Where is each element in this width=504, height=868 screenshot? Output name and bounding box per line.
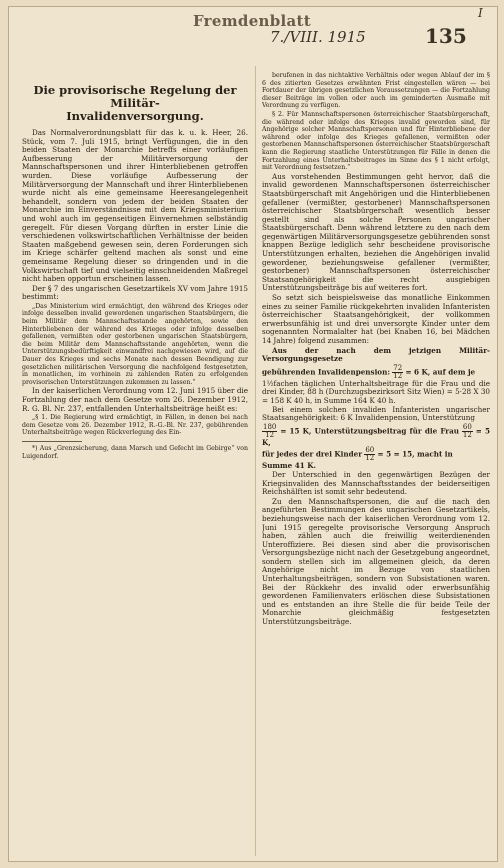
calc-line xyxy=(262,447,490,462)
paragraph: Der § 7 des ungarischen Gesetzartikels XV vom Jahre 1915 bestimmt: xyxy=(22,283,248,302)
title-line-2: Invalidenversorgung. xyxy=(66,109,204,123)
calc-line: Summe 41 K. xyxy=(262,461,316,471)
title-line-1: Die provisorische Regelung der Militär- xyxy=(33,83,237,110)
calc-result: = 15 K, Unterstützungsbeitrag für die Frau xyxy=(280,426,459,436)
quote-paragraph: berufenen in das nichtaktive Verhältnis oder wegen Ablauf der im § 6 des zitierten Gesetzes erwähnten Frist eingestellen wären — bei Fortdauer der übrigen gesetzlichen Voraussetzungen — die Fortzahlung dieser Beiträge im vollen oder auch im geminderten Ausmaße mit Verordnung zu verfügen. xyxy=(262,72,490,110)
quote-paragraph: „§ 1. Die Regierung wird ermächtigt, in Fällen, in denen bei nach dem Gesetze vom 26. Dezember 1912, R.-G.-Bl. Nr. 237, gebührenden Unterhaltsbeiträge wegen Rückverlegung des Ein- xyxy=(22,414,248,437)
calc-line: Bei einem solchen invaliden Infanteristen ungarischer Staatsangehörigkeit: 6 K Invalidenpension, Unterstützung xyxy=(262,404,490,423)
quote-paragraph: § 2. Für Mannschaftspersonen österreichischer Staatsbürgerschaft, die während oder infolge des Krieges invalid geworden sind, für Angehörige solcher Mannschaftspersonen und für Hinterbliebene der während oder infolge des Krieges gefallenen, vermißten oder gestorbenen Mannschaftspersonen österreichischer Staatsbürgerschaft kann die Regierung staatliche Unterstützungen für Fälle in denen die Fortzahlung eines Unterhaltsbeitrages im Sinne des § 1 nicht erfolgt, mit Verordnung festsetzen.“ xyxy=(262,110,490,172)
calc-result: = 6 K, auf dem je xyxy=(405,367,476,377)
paragraph: In der kaiserlichen Verordnung vom 12. Juni 1915 über die Fortzahlung der nach dem Gesetze vom 26. Dezember 1912, R. G. Bl. Nr. 237, entfallenden Unterhaltsbeiträge heißt es: xyxy=(22,386,248,413)
fraction: $\frac{60}{12}$ xyxy=(365,446,375,463)
paragraph: So setzt sich beispielsweise das monatliche Einkommen eines zu seiner Familie rückgekehrten invaliden Infanteristen österreichischer Staatsangehörigkeit, der vollkommen erwerbsunfähig ist und drei unversorgte Kinder unter dem sogenannten Normalalter hat (bei Knaben 16, bei Mädchen 14 Jahre) folgend zusammen: xyxy=(262,293,490,345)
paragraph: Der Unterschied in den gegenwärtigen Bezügen der Kriegsinvaliden des Mannschaftsstandes der beiderseitigen Reichshälften ist somit sehr bedeutend. xyxy=(262,469,490,497)
left-column xyxy=(22,72,248,772)
newspaper-name: Fremdenblatt xyxy=(193,12,312,30)
article-title xyxy=(22,84,248,123)
calc-heading: Aus der nach dem jetzigen Militär-Versorgungsgesetze xyxy=(262,345,490,364)
calc-label: gebührenden Invalidenpension: xyxy=(262,367,390,377)
calc-line xyxy=(262,424,490,448)
calc-label: für jedes der drei Kinder xyxy=(262,449,363,459)
calc-line xyxy=(262,365,490,380)
corner-mark: I xyxy=(478,6,483,20)
calc-result: = 5 K, xyxy=(262,426,490,447)
fraction: $\frac{180}{12}$ xyxy=(263,422,277,439)
handwritten-date: 7./VIII. 1915 xyxy=(270,28,366,46)
calc-result: = 5 = 15, macht in xyxy=(377,449,453,459)
paragraph: Zu den Mannschaftspersonen, die auf die nach den angeführten Bestimmungen des ungarischen Gesetzartikels, beziehungsweise nach der kaiserlichen Verordnung vom 12. Juni 1915 geregelte provisorische Versorgung Anspruch haben, zählen auch die freiwillig weiterdienenden Unteroffiziere. Bei diesen sind aber die provisorischen Versorgungsbezüge nicht nach der Gesetzgebung angeordnet, sondern stellen sich im allgemeinen gleich, da deren Angehörige nicht im Bezuge von staatlichen Unterhaltungsbeiträgen, sondern von Subsistationen waren. Bei der Rückkehr des invalid oder erwerbsunfähig gewordenen Familienvaters erlöschen diese Subsistationen und es entstanden an ihre Stelle die für beide Teile der Monarchie gleichmäßig festgesetzten Unterstützungsbeiträge. xyxy=(262,496,490,627)
page-number: 135 xyxy=(425,24,467,48)
fraction: $\frac{60}{12}$ xyxy=(462,422,472,439)
quote-paragraph: „Das Ministerium wird ermächtigt, den während des Krieges oder infolge desselben invalid gewordenen ungarischen Staatsbürgern, die beim Militär dem Mannschaftsstande angehörten, sowie den Hinterbliebenen der während des Krieges oder infolge desselben gefallenen, vermißten oder gestorbenen ungarischen Staatsbürgern, die beim Militär dem Mannschaftsstande angehörten, wenn die Unterstützungsbedürftigkeit einwandfrei nachgewiesen wird, auf die Dauer des Krieges und sechs Monate nach dessen Beendigung zur gesetzlichen militärischen Versorgung die nachfolgend festgesetzten, in monatlichen, im vorhinein zu zahlenden Raten zu erfolgenden provisorischen Unterstützungen zukommen zu lassen.“ xyxy=(22,302,248,386)
footnote: *) Aus „Grenzsicherung, dann Marsch und Gefecht im Gebirge“ von Luigendorf. xyxy=(22,444,248,460)
fraction: $\frac{72}{12}$ xyxy=(393,363,403,380)
footnote-separator xyxy=(22,441,82,442)
paragraph: Das Normalverordnungsblatt für das k. u. k. Heer, 26. Stück, vom 7. Juli 1915, bringt Verfügungen, die in den beiden Staaten der Monarchie betreffs einer vorläufigen Aufbesserung der Militärversorgung der Mannschaftspersonen und ihrer Hinterbliebenen getroffen wurden. Diese vorläufige Aufbesserung der Militärversorgung der Mannschaft und ihrer Hinterbliebenen wurde nicht als eine gemeinsame Heeresangelegenheit behandelt, sondern von jedem der beiden Staaten der Monarchie im Einverständnisse mit dem Kriegsministerium und wohl auch im gegenseitigen Einvernehmen selbständig geregelt. Für diesen Vorgang dürften in erster Linie die verschiedenen volkswirtschaftlichen Verhältnisse der beiden Staaten maßgebend gewesen sein, deren Forderungen sich im Kriege schärfer geltend machen als sonst und eine gemeinsame Regelung dieser so dringenden und in die Volkswirtschaft tief und vielseitig einschneidenden Maßregel nicht haben opportun erscheinen lassen. xyxy=(22,128,248,284)
calc-line: 1½fachen täglichen Unterhaltsbeitrage für die Frau und die drei Kinder, 88 h (Durchzugsbezirksort Sitz Wien) = 5·28 X 30 = 158 K 40 h, in Summe 164 K 40 h. xyxy=(262,378,490,405)
paragraph: Aus vorstehenden Bestimmungen geht hervor, daß die invalid gewordenen Mannschaftspersonen österreichischer Staatsbürgerschaft mit Angehörigen und die Hinterbliebenen gefallener (vermißter, gestorbener) Mannschaftspersonen österreichischer Staatsbürgerschaft wesentlich besser gestellt sind als solche Personen ungarischer Staatsbürgerschaft. Denn während letztere zu den nach dem gegenwärtigen Militärversorgungsgesetze gebührenden sonst knappen Bezüge lediglich sehr bescheidene provisorische Unterstützungen erhalten, beziehen die Angehörigen invalid gewordener, beziehungsweise gefallener (vermißter, gestorbener) Mannschaftspersonen österreichischer Staatsangehörigkeit die recht ausgiebigen Unterstützungsbeiträge bis auf weiteres fort. xyxy=(262,171,490,293)
column-divider xyxy=(255,66,256,856)
right-column xyxy=(262,72,490,862)
